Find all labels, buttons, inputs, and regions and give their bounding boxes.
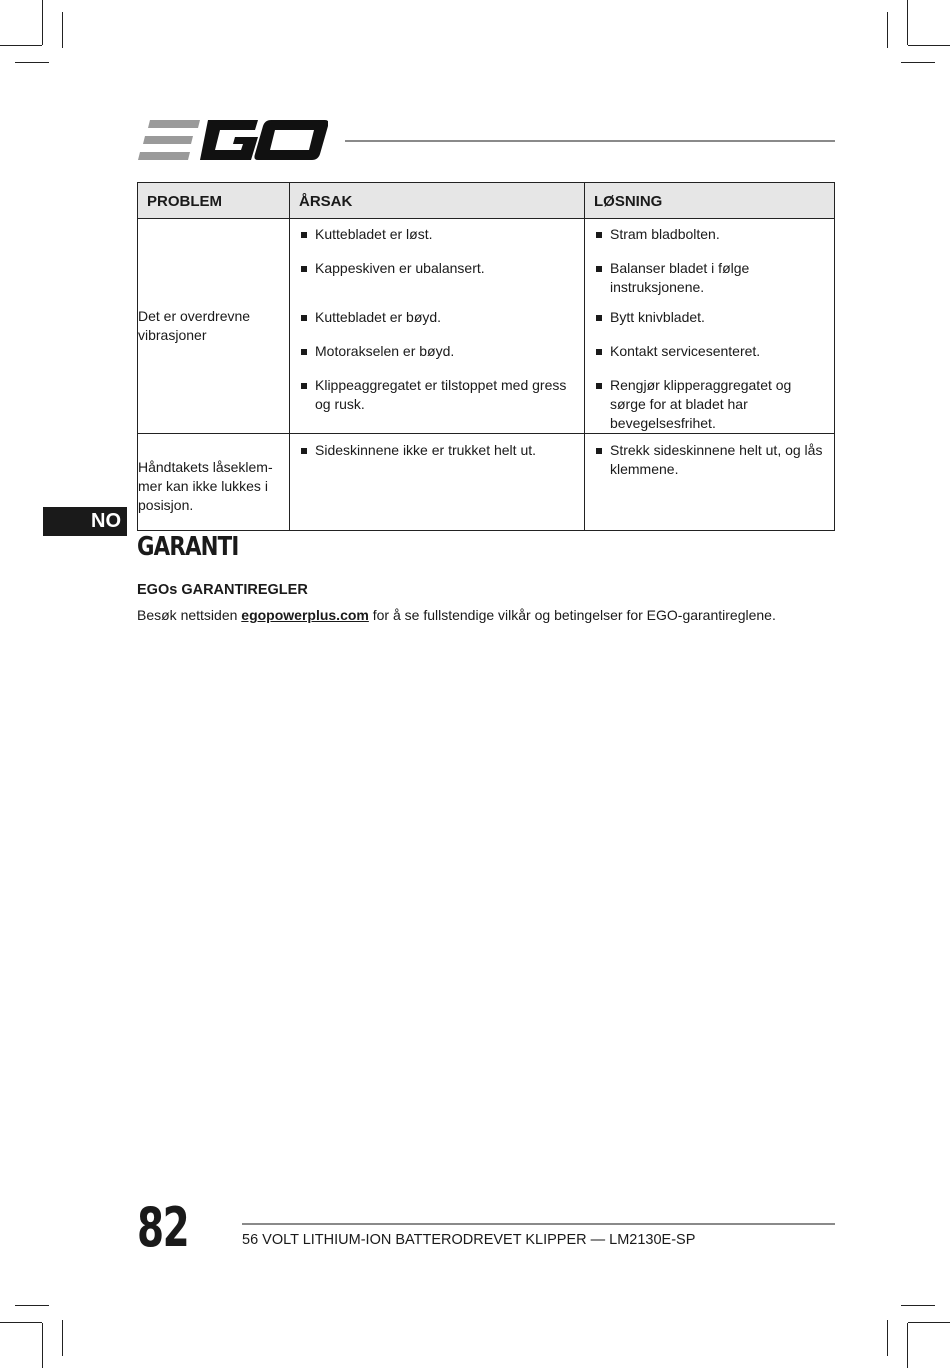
header-problem: PROBLEM [138,183,290,219]
list-item: Stram bladbolten. [593,225,826,244]
list-item: Sideskinnene ikke er trukket helt ut. [298,441,576,460]
section-subtitle: EGOs GARANTIREGLER [137,582,308,598]
crop-mark [887,12,888,48]
cause-cell [290,219,585,434]
bullet-icon [301,349,307,355]
list-item: Motorakselen er bøyd. [298,342,576,361]
solution-cell [585,219,835,434]
bullet-icon [301,266,307,272]
table-row [138,434,835,531]
bullet-icon [596,349,602,355]
crop-mark [908,1322,950,1323]
page-number: 82 [137,1196,189,1259]
crop-mark [15,62,49,63]
list-item: Rengjør klipperaggregatet og sørge for at bladet har bevegelsesfrihet. [593,376,826,433]
list-item: Kontakt servicesenteret. [593,342,826,361]
footer-rule [242,1223,835,1225]
ego-logo [138,118,328,162]
bullet-icon [301,383,307,389]
bullet-icon [596,448,602,454]
table-row [138,219,835,434]
bullet-icon [596,266,602,272]
crop-mark [15,1305,49,1306]
solution-cell [585,434,835,531]
crop-mark [887,1320,888,1356]
bullet-icon [596,232,602,238]
crop-mark [0,45,42,46]
list-item: Kappeskiven er ubalansert. [298,259,576,278]
language-tab: NO [43,507,127,536]
list-item: Bytt knivbladet. [593,308,826,327]
crop-mark [62,1320,63,1356]
crop-mark [0,1322,42,1323]
bullet-icon [301,448,307,454]
header-cause: ÅRSAK [290,183,585,219]
list-item: Balanser bladet i følge instruksjonene. [593,259,826,297]
crop-mark [907,1323,908,1368]
section-title: GARANTI [137,532,239,562]
crop-mark [901,62,935,63]
crop-mark [42,1323,43,1368]
list-item: Kuttebladet er bøyd. [298,308,576,327]
crop-mark [907,0,908,45]
bullet-icon [301,232,307,238]
list-item: Kuttebladet er løst. [298,225,576,244]
problem-cell: Håndtakets låseklem-mer kan ikke lukkes i posisjon. [138,434,290,531]
crop-mark [62,12,63,48]
header-solution: LØSNING [585,183,835,219]
footer-title: 56 VOLT LITHIUM-ION BATTERODREVET KLIPPER — LM2130E-SP [242,1232,696,1248]
header-rule [345,140,835,142]
crop-mark [901,1305,935,1306]
bullet-icon [301,315,307,321]
bullet-icon [596,315,602,321]
crop-mark [42,0,43,45]
warranty-text: Besøk nettsiden egopowerplus.com for å se fullstendige vilkår og betingelser for EGO-garantireglene. [137,607,776,623]
problem-cell: Det er overdrevne vibrasjoner [138,219,290,434]
website-link[interactable]: egopowerplus.com [241,607,369,623]
table-header-row [138,183,835,219]
list-item: Strekk sideskinnene helt ut, og lås klemmene. [593,441,826,479]
bullet-icon [596,383,602,389]
troubleshooting-table [137,182,835,531]
list-item: Klippeaggregatet er tilstoppet med gress og rusk. [298,376,576,414]
cause-cell [290,434,585,531]
crop-mark [908,45,950,46]
